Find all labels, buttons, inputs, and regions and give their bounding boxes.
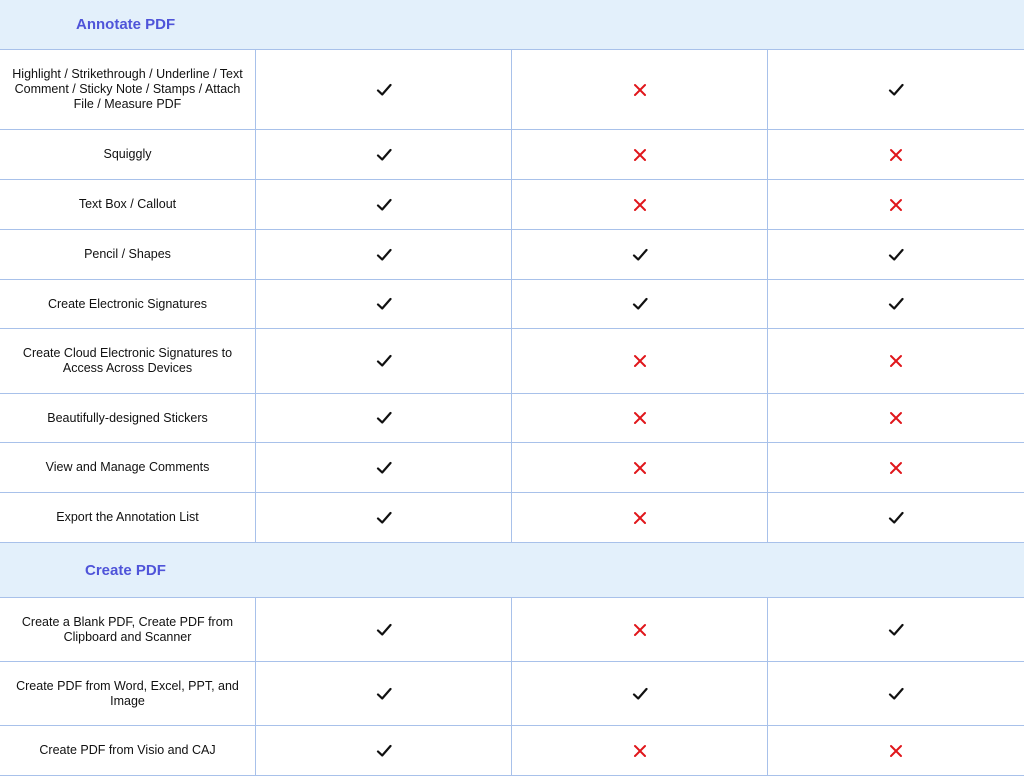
mark-cell xyxy=(255,50,511,129)
check-icon xyxy=(630,684,650,704)
mark-cell xyxy=(511,280,767,328)
mark-cell xyxy=(767,50,1024,129)
check-icon xyxy=(886,245,906,265)
mark-cell xyxy=(511,726,767,775)
mark-cell xyxy=(767,230,1024,279)
table-row xyxy=(0,50,1024,130)
mark-cell xyxy=(511,394,767,442)
cross-icon xyxy=(630,80,650,100)
cross-icon xyxy=(630,145,650,165)
mark-cell xyxy=(767,180,1024,229)
cross-icon xyxy=(886,145,906,165)
check-icon xyxy=(886,508,906,528)
table-row xyxy=(0,726,1024,776)
mark-cell xyxy=(511,130,767,179)
cross-icon xyxy=(886,351,906,371)
feature-label: Pencil / Shapes xyxy=(84,247,171,261)
mark-cell xyxy=(511,329,767,393)
table-row xyxy=(0,443,1024,493)
section-title: Create PDF xyxy=(85,561,166,579)
feature-label: Beautifully-designed Stickers xyxy=(47,410,208,425)
mark-cell xyxy=(255,493,511,542)
check-icon xyxy=(630,245,650,265)
mark-cell xyxy=(255,394,511,442)
check-icon xyxy=(374,741,394,761)
table-row xyxy=(0,230,1024,280)
mark-cell xyxy=(511,598,767,661)
table-row xyxy=(0,180,1024,230)
check-icon xyxy=(886,684,906,704)
mark-cell xyxy=(255,726,511,775)
check-icon xyxy=(374,458,394,478)
mark-cell xyxy=(767,598,1024,661)
cross-icon xyxy=(630,620,650,640)
feature-label: Create PDF from Visio and CAJ xyxy=(39,743,216,757)
mark-cell xyxy=(255,180,511,229)
feature-label: Create PDF from Word, Excel, PPT, and Image xyxy=(16,678,239,708)
feature-label: View and Manage Comments xyxy=(45,460,210,474)
feature-label: Squiggly xyxy=(103,147,152,161)
table-row xyxy=(0,329,1024,394)
feature-label: Create a Blank PDF, Create PDF from Clipboard and Scanner xyxy=(21,614,234,644)
mark-cell xyxy=(511,662,767,725)
check-icon xyxy=(374,408,394,428)
mark-cell xyxy=(767,130,1024,179)
cross-icon xyxy=(886,408,906,428)
mark-cell xyxy=(255,230,511,279)
check-icon xyxy=(886,620,906,640)
mark-cell xyxy=(511,50,767,129)
cross-icon xyxy=(886,458,906,478)
mark-cell xyxy=(255,280,511,328)
mark-cell xyxy=(767,280,1024,328)
cross-icon xyxy=(630,458,650,478)
table-row xyxy=(0,280,1024,329)
section-header-create-pdf xyxy=(0,543,1024,598)
section-header-annotate-pdf xyxy=(0,0,1024,50)
cross-icon xyxy=(630,508,650,528)
cross-icon xyxy=(630,741,650,761)
check-icon xyxy=(886,80,906,100)
mark-cell xyxy=(767,662,1024,725)
table-row xyxy=(0,662,1024,726)
mark-cell xyxy=(767,443,1024,492)
cross-icon xyxy=(630,351,650,371)
cross-icon xyxy=(886,195,906,215)
mark-cell xyxy=(767,329,1024,393)
check-icon xyxy=(374,351,394,371)
table-row xyxy=(0,493,1024,543)
cross-icon xyxy=(630,195,650,215)
cross-icon xyxy=(630,408,650,428)
table-row xyxy=(0,598,1024,662)
mark-cell xyxy=(767,493,1024,542)
mark-cell xyxy=(511,493,767,542)
check-icon xyxy=(374,508,394,528)
table-row xyxy=(0,394,1024,443)
cross-icon xyxy=(886,741,906,761)
mark-cell xyxy=(255,329,511,393)
feature-label: Export the Annotation List xyxy=(56,510,199,524)
check-icon xyxy=(374,294,394,314)
mark-cell xyxy=(255,662,511,725)
check-icon xyxy=(374,245,394,265)
feature-label: Text Box / Callout xyxy=(78,197,177,211)
check-icon xyxy=(886,294,906,314)
check-icon xyxy=(374,195,394,215)
mark-cell xyxy=(767,726,1024,775)
check-icon xyxy=(374,684,394,704)
check-icon xyxy=(374,80,394,100)
mark-cell xyxy=(511,443,767,492)
check-icon xyxy=(374,620,394,640)
mark-cell xyxy=(511,180,767,229)
feature-label: Create Electronic Signatures xyxy=(47,296,208,311)
table-row xyxy=(0,130,1024,180)
feature-label: Highlight / Strikethrough / Underline / Text Comment / Sticky Note / Stamps / Attach File / Measure PDF xyxy=(12,67,243,111)
feature-label: Create Cloud Electronic Signatures to Access Across Devices xyxy=(22,346,233,375)
mark-cell xyxy=(767,394,1024,442)
check-icon xyxy=(630,294,650,314)
mark-cell xyxy=(255,130,511,179)
mark-cell xyxy=(255,598,511,661)
check-icon xyxy=(374,145,394,165)
section-title: Annotate PDF xyxy=(76,16,176,33)
mark-cell xyxy=(511,230,767,279)
mark-cell xyxy=(255,443,511,492)
